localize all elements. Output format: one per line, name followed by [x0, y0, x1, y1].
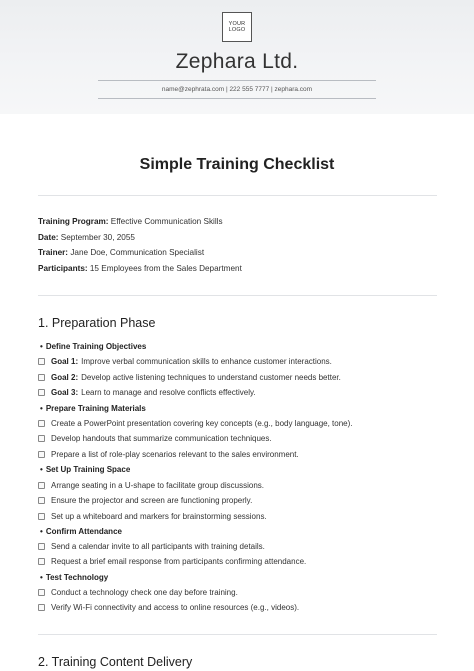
section-divider	[38, 634, 437, 635]
checklist-item[interactable]	[38, 373, 341, 382]
info-row-trainer	[38, 248, 438, 257]
checklist-item[interactable]	[38, 512, 267, 521]
checklist-item[interactable]	[38, 557, 306, 566]
item-label: Goal 3:	[51, 388, 79, 397]
item-text: Create a PowerPoint presentation covering key concepts (e.g., body language, tone).	[51, 419, 353, 428]
item-text: Improve verbal communication skills to enhance customer interactions.	[81, 357, 332, 366]
info-label: Training Program:	[38, 217, 109, 226]
checkbox[interactable]	[38, 513, 45, 520]
checklist-group-heading	[40, 342, 146, 351]
info-label: Date:	[38, 233, 59, 242]
item-label: Goal 2:	[51, 373, 79, 382]
group-heading-label: Test Technology	[45, 573, 109, 582]
info-value: Jane Doe, Communication Specialist	[70, 248, 205, 257]
checklist-group-heading	[40, 465, 130, 474]
checkbox[interactable]	[38, 558, 45, 565]
item-text: Develop handouts that summarize communication techniques.	[51, 434, 272, 443]
checkbox[interactable]	[38, 482, 45, 489]
checkbox[interactable]	[38, 435, 45, 442]
item-text: Arrange seating in a U-shape to facilitate group discussions.	[51, 481, 265, 490]
checklist-item[interactable]	[38, 434, 272, 443]
info-label: Trainer:	[38, 248, 69, 257]
section-title: 2. Training Content Delivery	[38, 655, 193, 669]
logo-text-line1: YOUR	[228, 20, 246, 27]
checklist-item[interactable]	[38, 388, 256, 397]
checkbox[interactable]	[38, 604, 45, 611]
checkbox[interactable]	[38, 420, 45, 427]
info-value: September 30, 2055	[60, 233, 135, 242]
item-text: Learn to manage and resolve conflicts effectively.	[81, 388, 256, 397]
checkbox[interactable]	[38, 451, 45, 458]
item-text: Set up a whiteboard and markers for brainstorming sessions.	[51, 512, 267, 521]
checkbox[interactable]	[38, 589, 45, 596]
checklist-item[interactable]	[38, 450, 299, 459]
document-title: Simple Training Checklist	[139, 156, 335, 173]
checklist-item[interactable]	[38, 481, 264, 490]
checklist-item[interactable]	[38, 419, 353, 428]
checklist-group-heading	[40, 527, 122, 536]
item-text: Send a calendar invite to all participants with training details.	[51, 542, 265, 551]
info-value: Effective Communication Skills	[110, 217, 223, 226]
checklist-group-heading	[40, 404, 146, 413]
item-text: Ensure the projector and screen are functioning properly.	[51, 496, 253, 505]
header-divider-bottom	[98, 98, 376, 99]
item-text: Develop active listening techniques to understand customer needs better.	[81, 373, 341, 382]
title-divider	[38, 195, 437, 196]
checkbox[interactable]	[38, 389, 45, 396]
checkbox[interactable]	[38, 543, 45, 550]
checklist-item[interactable]	[38, 588, 238, 597]
info-row-program	[38, 217, 438, 226]
info-row-date	[38, 233, 438, 242]
letterhead	[0, 0, 474, 114]
bullet-icon: •	[40, 465, 43, 474]
group-heading-label: Set Up Training Space	[45, 465, 131, 474]
group-heading-label: Prepare Training Materials	[45, 404, 146, 413]
bullet-icon: •	[40, 404, 43, 413]
bullet-icon: •	[40, 527, 43, 536]
info-label: Participants:	[38, 264, 88, 273]
item-text: Prepare a list of role-play scenarios relevant to the sales environment.	[51, 450, 299, 459]
company-name: Zephara Ltd.	[175, 50, 299, 73]
info-divider	[38, 295, 437, 296]
contact-line: name@zephrata.com | 222 555 7777 | zephara.com	[161, 86, 313, 93]
bullet-icon: •	[40, 342, 43, 351]
logo-text-line2: LOGO	[228, 27, 246, 33]
item-text: Conduct a technology check one day before training.	[51, 588, 238, 597]
info-row-participants	[38, 264, 438, 273]
checkbox[interactable]	[38, 374, 45, 381]
item-text: Verify Wi-Fi connectivity and access to online resources (e.g., videos).	[51, 603, 300, 612]
checklist-group-heading	[40, 573, 108, 582]
item-label: Goal 1:	[51, 357, 79, 366]
checklist-item[interactable]	[38, 496, 252, 505]
group-heading-label: Confirm Attendance	[45, 527, 122, 536]
checklist-item[interactable]	[38, 542, 265, 551]
info-value: 15 Employees from the Sales Department	[89, 264, 242, 273]
checkbox[interactable]	[38, 358, 45, 365]
group-heading-label: Define Training Objectives	[45, 342, 147, 351]
bullet-icon: •	[40, 573, 43, 582]
section-title: 1. Preparation Phase	[38, 316, 156, 330]
header-divider-top	[98, 80, 376, 81]
checklist-item[interactable]	[38, 603, 299, 612]
item-text: Request a brief email response from participants confirming attendance.	[51, 557, 307, 566]
checkbox[interactable]	[38, 497, 45, 504]
checklist-item[interactable]	[38, 357, 332, 366]
company-logo	[222, 12, 252, 42]
